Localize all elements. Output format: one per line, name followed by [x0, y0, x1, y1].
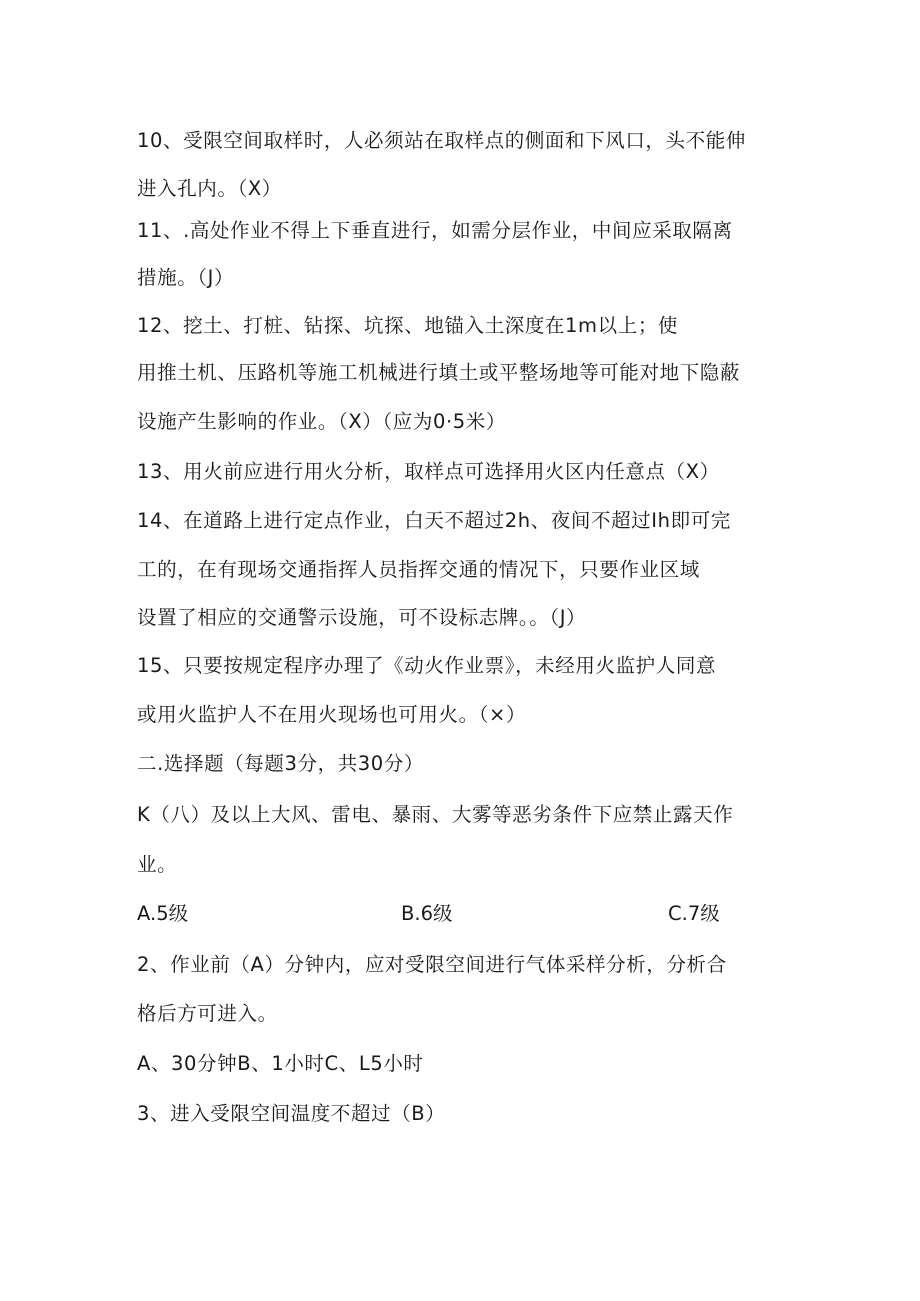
q14-line-1: 14、在道路上进行定点作业，白天不超过2h、夜间不超过Ih即可完	[137, 509, 731, 532]
q10-line-2: 进入孔内。（X）	[137, 177, 282, 200]
q13-line-1: 13、用火前应进行用火分析，取样点可选择用火区内任意点（X）	[137, 460, 720, 483]
q11-line-1: 11、.高处作业不得上下垂直进行，如需分层作业，中间应采取隔离	[137, 219, 733, 242]
q12-line-1: 12、挖土、打桩、钻探、坑探、地锚入土深度在1m以上；使	[137, 314, 679, 337]
mc-q1-option-b: B.6级	[401, 902, 453, 925]
q12-line-3: 设施产生影响的作业。（X）（应为0·5米）	[137, 410, 506, 433]
mc-q1-option-a: A.5级	[137, 902, 189, 925]
q15-line-1: 15、只要按规定程序办理了《动火作业票》，未经用火监护人同意	[137, 654, 717, 677]
q14-line-2: 工的，在有现场交通指挥人员指挥交通的情况下，只要作业区域	[137, 558, 700, 581]
section-heading: 二.选择题（每题3分，共30分）	[137, 752, 425, 775]
mc-q1-line-1: K（八）及以上大风、雷电、暴雨、大雾等恶劣条件下应禁止露天作	[137, 803, 734, 826]
mc-q1-options	[137, 900, 727, 928]
mc-q2-line-2: 格后方可进入。	[137, 1002, 278, 1025]
q12-line-2: 用推土机、压路机等施工机械进行填土或平整场地等可能对地下隐蔽	[137, 361, 741, 384]
mc-q1-option-c: C.7级	[668, 902, 720, 925]
q15-line-2: 或用火监护人不在用火现场也可用火。（×）	[137, 703, 527, 726]
q11-line-2: 措施。（J）	[137, 266, 235, 289]
q14-line-3: 设置了相应的交通警示设施，可不设标志牌。。（J）	[137, 606, 587, 629]
mc-q3-line-1: 3、进入受限空间温度不超过（B）	[137, 1102, 446, 1125]
mc-q1-line-2: 业。	[137, 853, 178, 876]
mc-q2-line-1: 2、作业前（A）分钟内，应对受限空间进行气体采样分析，分析合	[137, 953, 727, 976]
q10-line-1: 10、受限空间取样时，人必须站在取样点的侧面和下风口，头不能伸	[137, 129, 746, 152]
mc-q2-options: A、30分钟B、1小时C、L5小时	[137, 1052, 424, 1075]
